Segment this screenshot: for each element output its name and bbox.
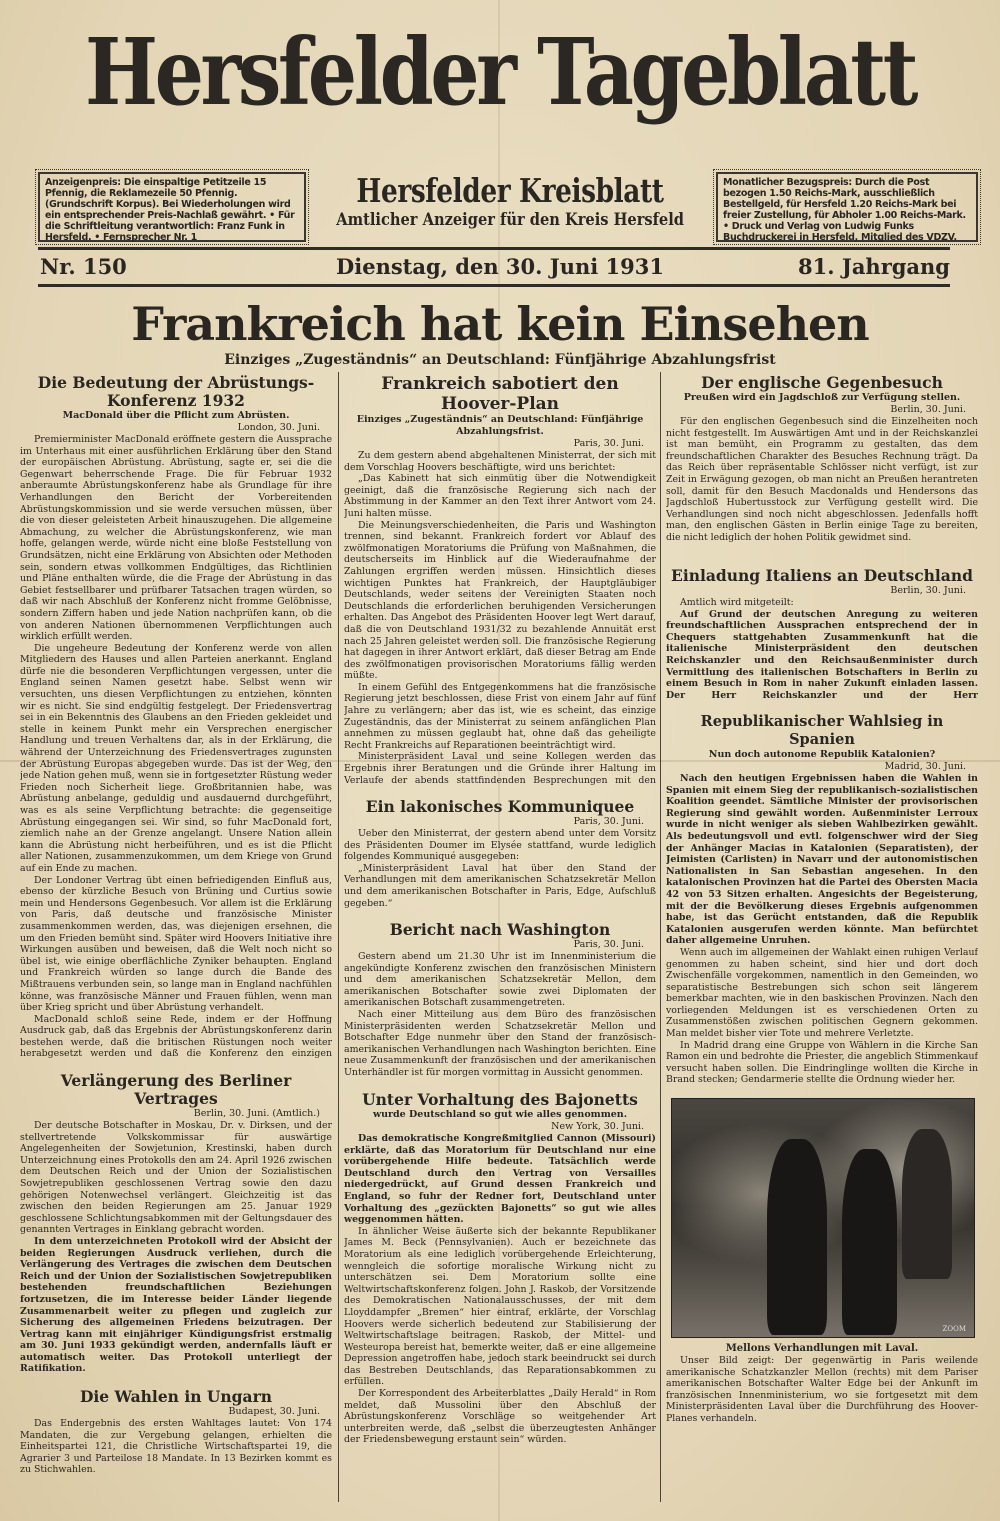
- article-subtitle: Nun doch autonome Republik Katalonien?: [708, 749, 936, 760]
- kreisblatt-title: Hersfelder Kreisblatt: [356, 171, 664, 210]
- article-body: [666, 416, 978, 555]
- article-communique: [344, 798, 656, 909]
- volume: 81. Jahrgang: [798, 254, 950, 279]
- paragraph: Der Korrespondent des Arbeiterblattes „Daily Herald“ in Rom meldet, daß Mussolini über den Abschluß der Abrüstungskonferenz Vorschläge so weitgehender Art unterbreiten werde, daß „selbst die überzeugtesten Anhänger der Friedensbewegung erstaunt sein“ würden.: [344, 1388, 656, 1446]
- paragraph: In dem unterzeichneten Protokoll wird der Absicht der beiden Regierungen Ausdruck verliehen, durch die Verlängerung des Vertrages die zwischen dem Deutschen Reich und der Union der Sozialistischen Sowjetrepubliken bestehenden freundschaftlichen Beziehungen fortzusetzen, die im Interesse beider Länder liegende Zusammenarbeit weiter zu pflegen und zugleich zur Sicherung des allgemeinen Friedens beizutragen. Der Vertrag kann mit einjähriger Kündigungsfrist erstmalig am 30. Juni 1933 gekündigt werden, andernfalls läuft er automatisch weiter. Das Protokoll unterliegt der Ratifikation.: [20, 1235, 332, 1375]
- lead-headline: Frankreich hat kein Einsehen: [131, 297, 869, 351]
- paragraph: Nach einer Mitteilung aus dem Büro des französischen Ministerpräsidenten werden Schatzsekretär Mellon und Botschafter Edge nunmehr über den Stand der französisch-amerikanischen Verhandlungen nach Washington berichten. Eine neue Zusammenkunft der französischen und der amerikanischen Unterhändler ist für morgen vormittag in Aussicht genommen.: [344, 1008, 656, 1078]
- intro: Amtlich wird mitgeteilt:: [680, 597, 794, 608]
- dateline: London, 30. Juni.: [237, 422, 320, 433]
- kreisblatt-row: [310, 172, 710, 210]
- paragraph: Das demokratische Kongreßmitglied Cannon (Missouri) erklärte, daß das Moratorium für Deutschland nur eine vorübergehende Hilfe bedeute. Tatsächlich werde Deutschland durch den Vertrag von Versailles niedergedrückt, auf Grund dessen Frankreich und England, so fuhr der Redner fort, Deutschland unter Vorhaltung des „gezückten Bajonetts“ so gut wie alles weggenommen hätten.: [344, 1133, 656, 1226]
- article-bayonets: [344, 1091, 656, 1446]
- article-title: Bericht nach Washington: [389, 920, 611, 939]
- article-hungary: [20, 1388, 332, 1476]
- column-1: [20, 374, 332, 1488]
- paragraph: MacDonald schloß seine Rede, indem er der Hoffnung Ausdruck gab, daß das Ergebnis der Abrüstungskonferenz darin bestehen werde, daß die britischen Rüstungen noch weiter herabgesetzt werden und daß die Konferenz den einzigen: [20, 1013, 332, 1060]
- divider: [38, 247, 950, 250]
- article-title: Die Bedeutung der Abrüstungs-Konferenz 1932: [37, 373, 315, 410]
- column-divider: [660, 372, 661, 1502]
- paragraph: Das Endergebnis des ersten Wahltages lautet: Von 174 Mandaten, die zur Vergebung gelangen, erhielten die Einheitspartei 121, die Christliche Wirtschaftspartei 19, die Agrarier 3 und Parteilose 18 Mandate. In 13 Bezirken kommt es zu Stichwahlen.: [20, 1418, 332, 1476]
- article-body: [344, 951, 656, 1079]
- dateline: Paris, 30. Juni.: [573, 939, 644, 950]
- paragraph: Der deutsche Botschafter in Moskau, Dr. v. Dirksen, und der stellvertretende Volkskommissar für auswärtige Angelegenheiten der Sowjetunion, Krestinski, haben durch Unterzeichnung eines Protokolls den am 24. April 1926 zwischen dem Deutschen Reich und der Union der Sozialistischen Sowjetrepubliken geschlossenen Vertrag sowie den dazu gehörigen Notenwechsel verlängert. Gleichzeitig ist das zwischen den beiden Regierungen am 25. Januar 1929 geschlossene Schlichtungsabkommen mit der Geltungsdauer des genannten Vertrages in Einklang gebracht worden.: [20, 1120, 332, 1236]
- article-title: Die Wahlen in Ungarn: [79, 1387, 273, 1406]
- photo-figure: [842, 1149, 897, 1335]
- article-body: [666, 597, 978, 701]
- masthead-tagline: Amtlicher Anzeiger für den Kreis Hersfeld: [336, 210, 684, 230]
- paragraph: Für den englischen Gegenbesuch sind die Einzelheiten noch nicht festgestellt. Im Auswärtigen Amt und in der Reichskanzlei ist man bemüht, ein Programm zu gestalten, das dem freundschaftlichen Charakter des Besuches Rechnung trägt. Da das Reich über repräsentable Schlösser nicht verfügt, ist zur Zeit in Erwägung gezogen, ob man nicht an Preußen herantreten soll, damit für den Besuch Macdonalds und Hendersons das Jagdschloß Hubertusstock zur Verfügung gestellt wird. Die Verhandlungen sind noch nicht abgeschlossen. Jedenfalls hofft man, den englischen Gästen in Berlin einige Tage zu bereiten, die nicht lediglich der hohen Politik gewidmet sind.: [666, 416, 978, 543]
- photo-figure: [902, 1129, 952, 1279]
- paragraph: Der Londoner Vertrag übt einen befriedigenden Einfluß aus, ebenso der kürzliche Besuch von Brüning und Curtius sowie mein und Hendersons Gegenbesuch. Vor allem ist die Erklärung von Paris, daß deutsche und französische Minister zusammenkommen werden, das, was diejenigen ersehnen, die um den Frieden bemüht sind. Später wird Hoovers Initiative ihre Wirkungen ausüben und beweisen, daß die Welt noch nicht so übel ist, wie einige oberflächliche Zyniker behaupten. England und Frankreich würden so lange durch die Bande des Mißtrauens verbunden sein, so lange man in England nachfühlen könne, was französische Männer und Frauen fühlen, wenn man über Krieg spricht und über Abrüstung verhandelt.: [20, 874, 332, 1014]
- paragraph: Auf Grund der deutschen Anregung zu weiteren freundschaftlichen Aussprachen entsprechend der in Chequers stattgehabten Zusammenkunft hat die italienische Ministerpräsident den deutschen Reichskanzler und den Reichsaußenminister durch Vermittlung des italienischen Botschafters in Berlin zu einem Besuch in Rom in naher Zukunft einladen lassen. Der Herr Reichskanzler und der Herr: [666, 608, 978, 701]
- news-photo-mellon-edge: [671, 1098, 975, 1338]
- paragraph: In einem Gefühl des Entgegenkommens hat die französische Regierung jetzt beschlossen, diese Frist von einem Jahr auf fünf Jahre zu verlängern; aber das ist, wie es scheint, das einzige Zugeständnis, das der Ministerrat zu seinem anfänglichen Plan annehmen zu müssen geglaubt hat, ohne daß das geheiligte Recht Frankreichs auf Reparationen beeinträchtigt wird.: [344, 681, 656, 751]
- paragraph: „Ministerpräsident Laval hat über den Stand der Verhandlungen mit dem amerikanischen Schatzsekretär Mellon und dem amerikanischen Botschafter in Paris, Edge, Aufschluß gegeben.“: [344, 862, 656, 909]
- paragraph: Nach den heutigen Ergebnissen haben die Wahlen in Spanien mit einem Sieg der republikanisch-sozialistischen Koalition geendet. Sämtliche Minister der provisorischen Regierung sind gewählt worden. Außenminister Lerroux wurde in nicht weniger als sieben Wahlbezirken gewählt. Als bedeutungsvoll und evtl. folgenschwer wird der Sieg der Anhänger Macias in Katalonien (Separatisten), der Jeimisten (Carlisten) in Navarr und der autonomistischen Nationalisten in San Sebastian angesehen. In den katalonischen Provinzen hat die Partei des Obersten Macia 42 von 53 Sitzen erhalten. Angesichts der Begeisterung, mit der die Bevölkerung dieses Ergebnis aufgenommen habe, ist das Gerücht entstanden, daß die Republik Katalonien ausgerufen werden könnte. Man befürchtet daher allgemeine Unruhen.: [666, 773, 978, 947]
- column-divider: [338, 372, 339, 1502]
- paragraph: Unser Bild zeigt: Der gegenwärtig in Paris weilende amerikanische Schatzkanzler Mellon (rechts) mit dem Pariser amerikanischen Botschafter Walter Edge bei der Ankunft im französischen Innenministerium, wo sie fortgesetzt mit dem Ministerpräsidenten Laval über die Durchführung des Hoover-Planes verhandeln.: [666, 1355, 978, 1424]
- column-2: [344, 374, 656, 1458]
- article-italy-invitation: [666, 567, 978, 701]
- article-title: Republikanischer Wahlsieg in Spanien: [700, 713, 944, 748]
- article-body: [344, 828, 656, 909]
- paragraph: In Madrid drang eine Gruppe von Wählern in die Kirche San Ramon ein und bedrohte die Priester, die angeblich Stimmenkauf versucht haben sollen. Die Eindringlinge wollten die Kirche in Brand stecken; Gendarmerie stellte die Ordnung wieder her.: [666, 1039, 978, 1086]
- paragraph: „Das Kabinett hat sich einmütig über die Notwendigkeit geeinigt, daß die französische Regierung sich nach der Abstimmung in der Kammer an den Text ihrer Antwort vom 24. Juni halten müsse.: [344, 473, 656, 519]
- advertising-rates-box: Anzeigenpreis: Die einspaltige Petitzeile 15 Pfennig, die Reklamezeile 50 Pfennig. (Grundschrift Korpus). Bei Wiederholungen wird ein entsprechender Preis-Nachlaß gewährt. • Für die Schriftleitung verantwortlich: Franz Funk in Hersfeld. • Fernsprecher Nr. 1: [38, 172, 306, 242]
- divider: [38, 284, 950, 287]
- article-title: Verlängerung des Berliner Vertrages: [60, 1071, 292, 1108]
- article-washington-report: [344, 921, 656, 1079]
- photo-caption-title: Mellons Verhandlungen mit Laval.: [725, 1343, 919, 1354]
- subscription-rates-box: Monatlicher Bezugspreis: Durch die Post bezogen 1.50 Reichs-Mark, ausschließlich Bestellgeld, für Hersfeld 1.20 Reichs-Mark bei freier Zustellung, für Abholer 1.00 Reichs-Mark. • Druck und Verlag von Ludwig Funks Buchdruckerei in Hersfeld, Mitglied des VDZV.: [716, 172, 978, 242]
- dateline: Paris, 30. Juni.: [573, 816, 644, 827]
- paragraph: Ministerpräsident Laval und seine Kollegen werden das Ergebnis ihrer Beratungen und die Gründe ihrer Haltung im Verlaufe der abends stattfindenden Besprechungen mit den: [344, 751, 656, 786]
- paragraph: Ueber den Ministerrat, der gestern abend unter dem Vorsitz des Präsidenten Doumer im Elysée stattfand, wurde lediglich folgendes Kommuniqué ausgegeben:: [344, 828, 656, 863]
- column-3: [666, 374, 978, 1437]
- lead-subheadline: Einziges „Zugeständnis“ an Deutschland: Fünfjährige Abzahlungsfrist: [224, 352, 776, 368]
- dateline: Berlin, 30. Juni. (Amtlich.): [193, 1108, 320, 1119]
- dateline: Madrid, 30. Juni.: [884, 761, 966, 772]
- issue-date: Dienstag, den 30. Juni 1931: [336, 254, 664, 279]
- photo-figure: [767, 1139, 827, 1335]
- article-subtitle: Preußen wird ein Jagdschloß zur Verfügung stellen.: [683, 392, 961, 403]
- dateline: New York, 30. Juni.: [551, 1121, 644, 1132]
- article-body: [20, 1120, 332, 1376]
- article-body: [20, 1418, 332, 1476]
- paragraph: Wenn auch im allgemeinen der Wahlakt einen ruhigen Verlauf genommen zu haben scheint, sind hier und dort doch Zwischenfälle vorgekommen, namentlich in den Gemeinden, wo separatistische Bestrebungen sich schon seit längerem bemerkbar machten, wie in den baskischen Provinzen. Nach den vorliegenden Meldungen ist es verschiedenen Orten zu Zusammenstößen zwischen politischen Gegnern gekommen. Man meldet bisher vier Tote und mehrere Verletzte.: [666, 946, 978, 1040]
- dateline: Budapest, 30. Juni.: [228, 1406, 320, 1417]
- article-title: Frankreich sabotiert den Hoover-Plan: [381, 374, 619, 414]
- masthead: [20, 18, 980, 126]
- article-body: [20, 434, 332, 1060]
- paragraph: In ähnlicher Weise äußerte sich der bekannte Republikaner James M. Beck (Pennsylvanien). Auch er bezeichnete das Moratorium als eine lediglich vorübergehende Erleichterung, wenngleich die sofortige moralische Wirkung nicht zu unterschätzen sei. Dem Moratorium sollte eine Weltwirtschaftskonferenz folgen. John J. Raskob, der Vorsitzende des Demokratischen Nationalausschusses, der mit dem Lloyddampfer „Bremen“ hier eintraf, erklärte, der Vorschlag Hoovers werde sicherlich bedeutend zur Stabilisierung der Weltwirtschaftslage beitragen. Raskob, der Mittel- und Westeuropa bereist hat, bemerkte weiter, daß er eine allgemeine Depression angetroffen habe, jedoch stark beeindruckt sei durch das Bestreben Deutschlands, das Reparationsabkommen zu erfüllen.: [344, 1225, 656, 1388]
- article-subtitle: MacDonald über die Pflicht zum Abrüsten.: [62, 410, 290, 421]
- article-spain-elections: [666, 713, 978, 1086]
- article-body: [344, 1133, 656, 1446]
- article-disarmament: [20, 374, 332, 1060]
- paragraph: Die Meinungsverschiedenheiten, die Paris und Washington trennen, sind bekannt. Frankreich fordert vor Ablauf des zwölfmonatigen Moratoriums die Prüfung von Maßnahmen, die deutscherseits im Hinblick auf die Wiederaufnahme der Zahlungen ergriffen werden müssen. Hinsichtlich dieses wichtigen Punktes hat Frankreich, der Hauptgläubiger Deutschlands, weder seitens der Vereinigten Staaten noch Deutschlands die erforderlichen beruhigenden Versicherungen erhalten. Das Angebot des Präsidenten Hoover legt Wert darauf, daß die von Deutschland 1931/32 zu bezahlende Annuität erst nach 25 Jahren geleistet werden soll. Die französische Regierung hat dagegen in ihrer Antwort erklärt, daß dieser Betrag am Ende des zwölfmonatigen provisorischen Moratoriums fällig werden müßte.: [344, 519, 656, 682]
- dateline: Paris, 30. Juni.: [573, 438, 644, 449]
- tagline-row: [310, 210, 710, 230]
- photo-credit: ZOOM: [942, 1325, 966, 1333]
- paragraph: Die ungeheure Bedeutung der Konferenz werde von allen Mitgliedern des Hauses und allen Parteien anerkannt. England dürfe nie die besonderen Verpflichtungen vergessen, unter die England seinen Namen gesetzt habe. Selbst wenn wir versuchten, uns diesen Verpflichtungen zu entziehen, könnten wir es nicht. Sie sind endgültig festgelegt. Der Friedensvertrag sei in ein Bekenntnis des Glaubens an den Frieden gekleidet und stelle in keinem Punkt mehr ein Versprechen energischer Handlung und treuen Verhaltens dar, als in der Erklärung, die während der Unterzeichnung des Friedensvertrages zugunsten der Abrüstung Europas abgegeben wurde. Das ist der Weg, den jede Nation gehen muß, wenn sie in fortgesetzter Rüstung weder Frieden noch Sicherheit liege. Großbritannien habe, was Abrüstung anbelange, geduldig und ausdauernd durchgeführt, was es als seine Verpflichtung betrachte: die gegenseitige Abrüstung eingegangen sei. Wir sind, so fuhr MacDonald fort, ziemlich nahe an der Grenze angelangt. Unsere Nation allein kann die Abrüstung nicht herbeiführen, und es ist die Pflicht aller Nationen, zusammenzukommen, um dem Kriege von Grund auf ein Ende zu machen.: [20, 642, 332, 874]
- issue-number: Nr. 150: [40, 254, 127, 279]
- dateline: Berlin, 30. Juni.: [890, 404, 966, 415]
- article-title: Unter Vorhaltung des Bajonetts: [362, 1090, 638, 1109]
- dateline: Berlin, 30. Juni.: [890, 585, 966, 596]
- masthead-title: Hersfelder Tageblatt: [84, 18, 916, 126]
- photo-caption-text: [666, 1355, 978, 1425]
- paragraph: Zu dem gestern abend abgehaltenen Ministerrat, der sich mit dem Vorschlag Hoovers beschäftigte, wird uns berichtet:: [344, 450, 656, 473]
- article-berlin-treaty: [20, 1072, 332, 1376]
- article-title: Der englische Gegenbesuch: [701, 373, 943, 392]
- article-title: Einladung Italiens an Deutschland: [671, 566, 973, 585]
- masthead-sub: [310, 172, 710, 230]
- paragraph: Gestern abend um 21.30 Uhr ist im Innenministerium die angekündigte Konferenz zwischen den französischen Ministern und dem amerikanischen Schatzsekretär Mellon, dem amerikanischen Botschafter sowie zwei Diplomaten der amerikanischen Botschaft zusammengetreten.: [344, 951, 656, 1009]
- paragraph: Premierminister MacDonald eröffnete gestern die Aussprache im Unterhaus mit einer ausführlichen Erklärung über den Stand der europäischen Abrüstung. Abrüstung, sagte er, sei die die Gegenwart beherrschende Frage. Die für Februar 1932 anberaumte Abrüstungskonferenz habe als Grundlage für ihre Verhandlungen den Bericht der Vorbereitenden Abrüstungskommission und sie werde versuchen müssen, über die von dieser geleisteten Arbeit hinauszugehen. Die allgemeine Abmachung, zu welcher die Abrüstungskonferenz, wie man hoffe, gelangen werde, würde nicht eine bloße Feststellung von Grundsätzen, nicht eine Erklärung von Absichten oder Methoden sein, sondern etwas vollkommen Endgültiges, das Richtlinien und Pläne enthalten würde, die die Frage der Abrüstung in das Gebiet festsellbarer und prüfbarer Tatsachen tragen würden, so daß wir nach Abschluß der Konferenz nicht fromme Gelöbnisse, sondern Ziffern haben und jede Nation nachprüfen kann, ob die von anderen Nationen übernommenen Verpflichtungen auch wirklich erfüllt werden.: [20, 434, 332, 643]
- article-body: [344, 450, 656, 786]
- photo-caption-block: [666, 1342, 978, 1425]
- article-hoover-plan: [344, 374, 656, 786]
- article-title: Ein lakonisches Kommuniquee: [365, 797, 635, 816]
- article-english-visit: [666, 374, 978, 555]
- article-body: [666, 773, 978, 1086]
- article-subtitle: wurde Deutschland so gut wie alles genommen.: [372, 1109, 628, 1120]
- article-subtitle: Einziges „Zugeständnis“ an Deutschland: Fünfjährige Abzahlungsfrist.: [356, 414, 644, 437]
